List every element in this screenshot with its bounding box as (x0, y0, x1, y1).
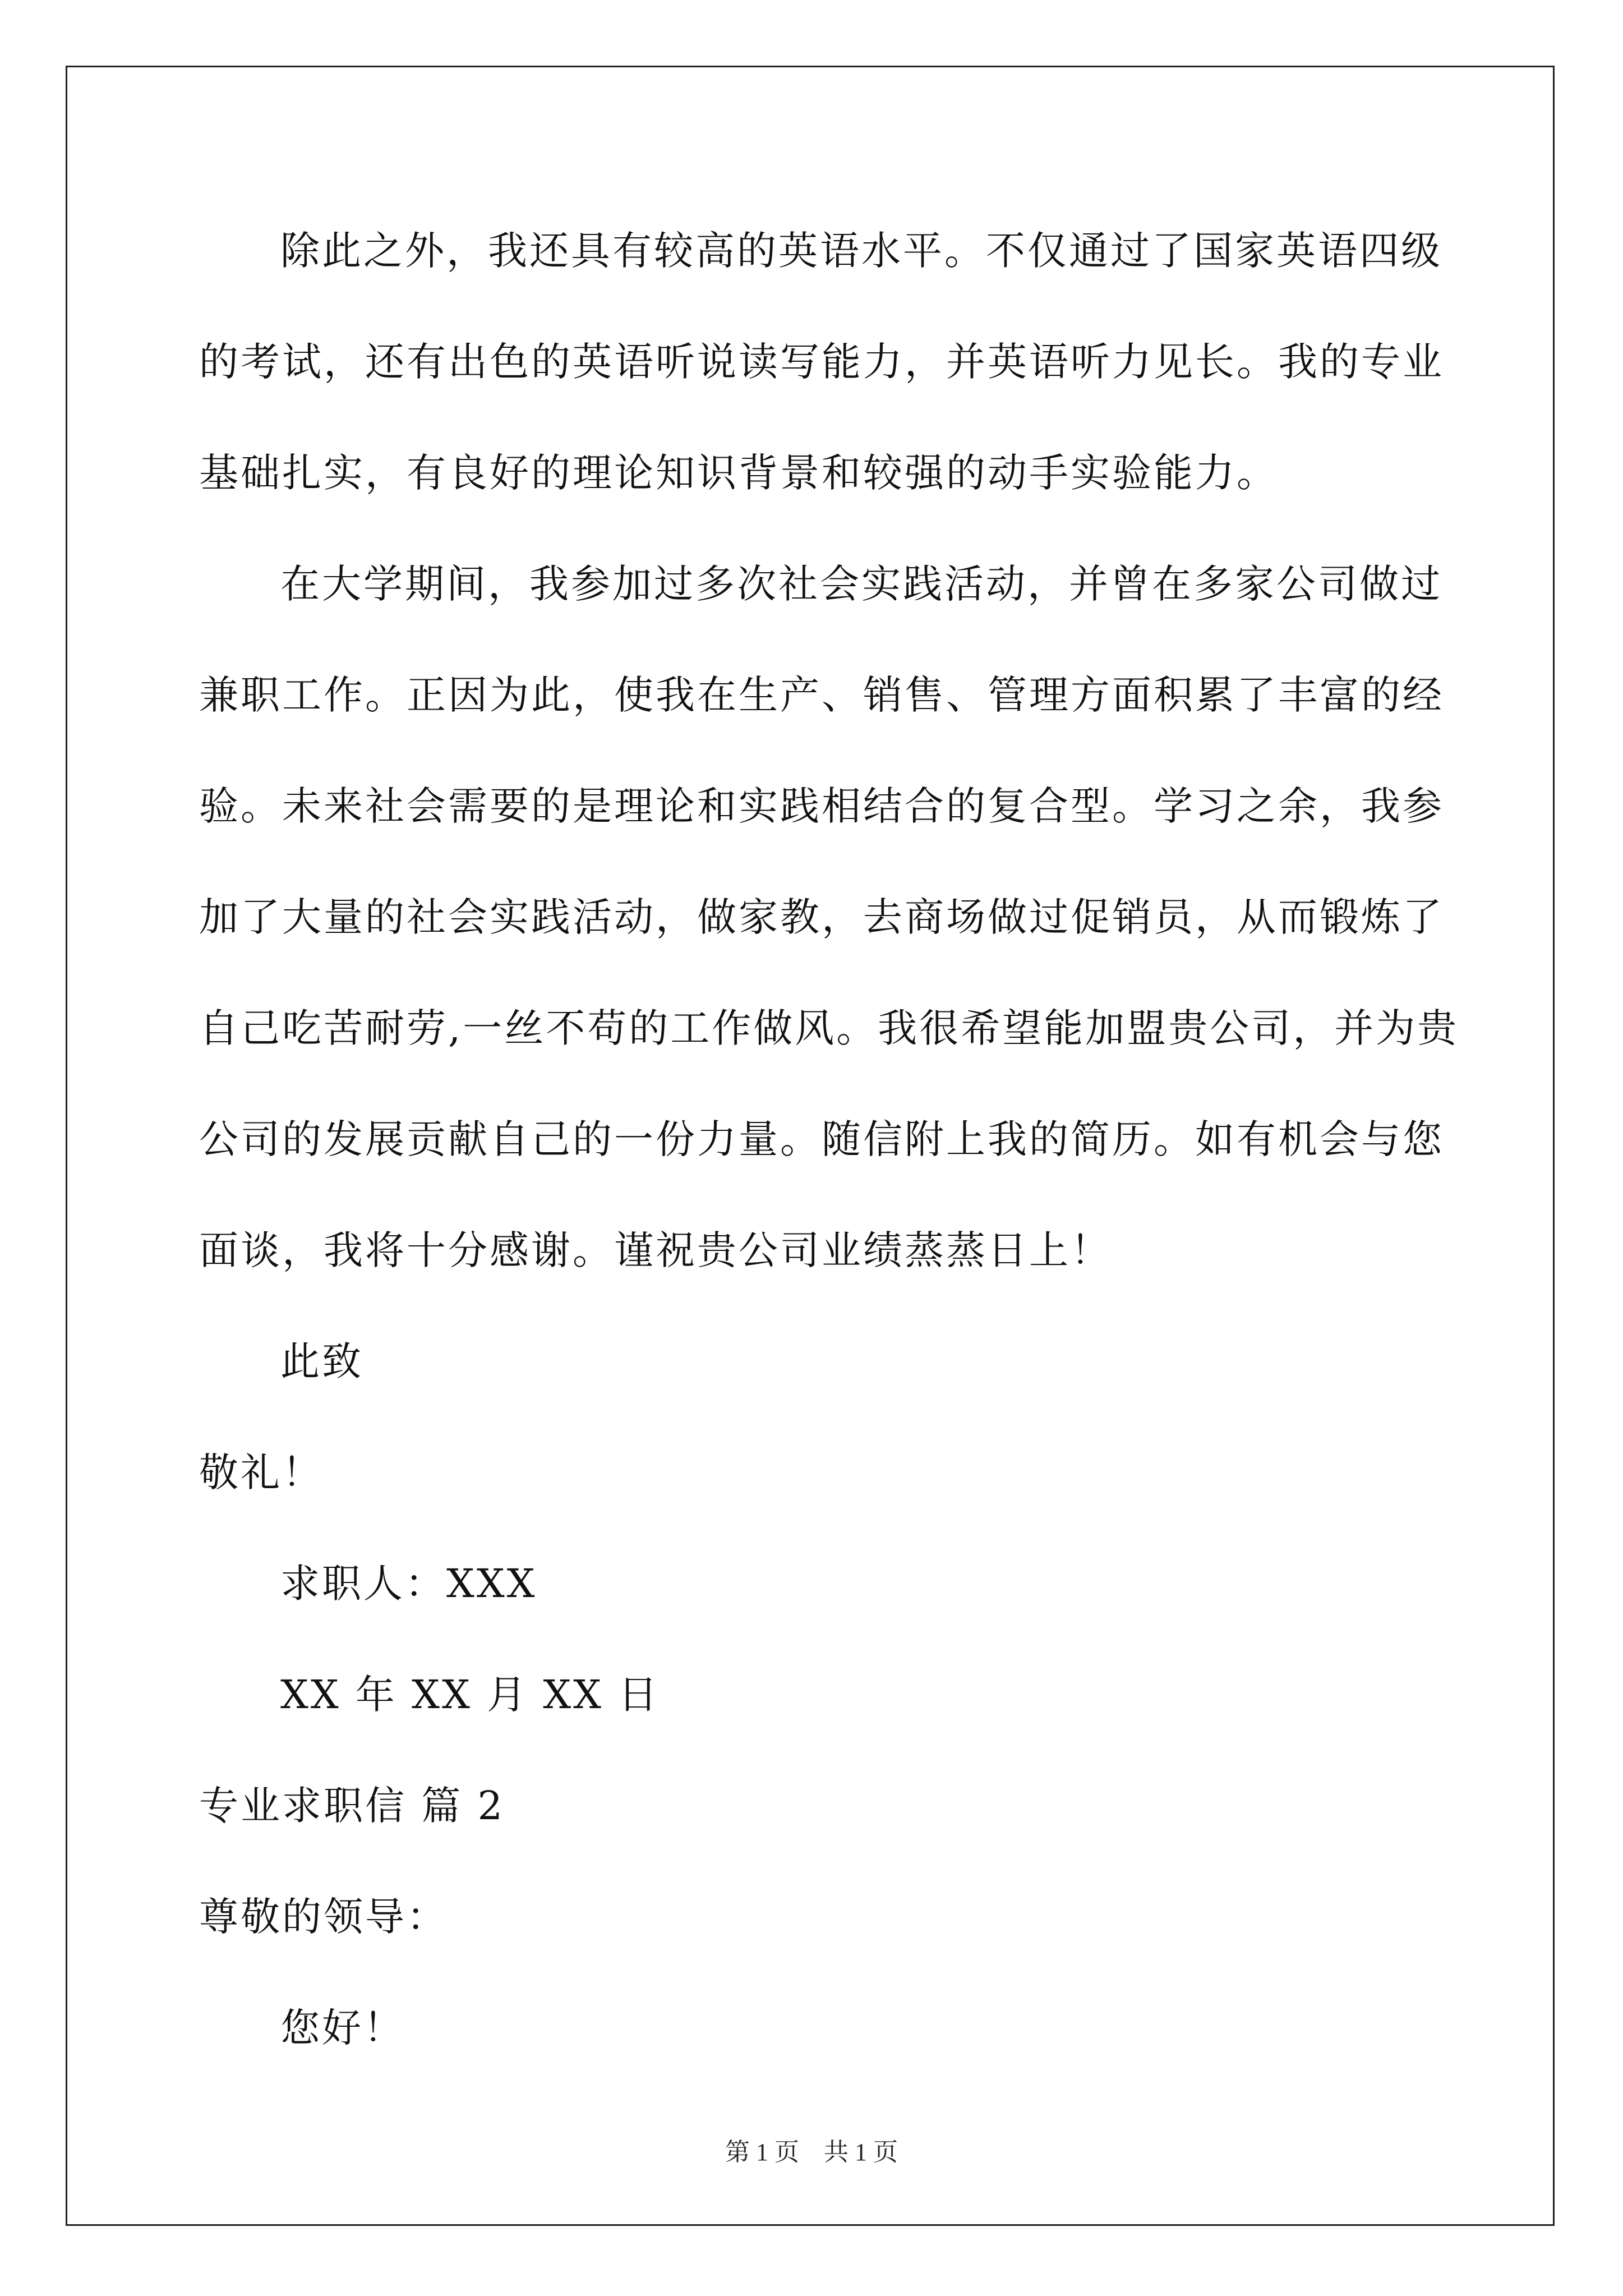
paragraph-2-line-3: 验。未来社会需要的是理论和实践相结合的复合型。学习之余，我参 (199, 783, 1444, 829)
paragraph-2-line-2: 兼职工作。正因为此，使我在生产、销售、管理方面积累了丰富的经 (199, 672, 1444, 718)
letter-date: XX 年 XX 月 XX 日 (280, 1672, 660, 1718)
applicant-signature: 求职人：XXX (280, 1561, 537, 1607)
paragraph-2-line-6: 公司的发展贡献自己的一份力量。随信附上我的简历。如有机会与您 (199, 1116, 1444, 1162)
paragraph-2-line-4: 加了大量的社会实践活动，做家教，去商场做过促销员，从而锻炼了 (199, 894, 1444, 940)
paragraph-1-line-3: 基础扎实，有良好的理论知识背景和较强的动手实验能力。 (199, 450, 1278, 496)
paragraph-2-line-5: 自己吃苦耐劳,一丝不苟的工作做风。我很希望能加盟贵公司，并为贵 (199, 1005, 1459, 1051)
closing-regards: 敬礼！ (199, 1450, 324, 1496)
paragraph-2-line-1: 在大学期间，我参加过多次社会实践活动，并曾在多家公司做过 (280, 561, 1442, 607)
section-heading: 专业求职信 篇 2 (199, 1783, 505, 1829)
paragraph-1-line-2: 的考试，还有出色的英语听说读写能力，并英语听力见长。我的专业 (199, 339, 1444, 385)
greeting-hello: 您好！ (280, 2005, 405, 2051)
closing-salutation: 此致 (280, 1338, 363, 1384)
paragraph-1-line-1: 除此之外，我还具有较高的英语水平。不仅通过了国家英语四级 (280, 228, 1442, 274)
greeting-addressee: 尊敬的领导： (199, 1894, 448, 1940)
page-number-footer: 第 1 页 共 1 页 (725, 2138, 898, 2166)
paragraph-2-line-7: 面谈，我将十分感谢。谨祝贵公司业绩蒸蒸日上！ (199, 1227, 1112, 1273)
